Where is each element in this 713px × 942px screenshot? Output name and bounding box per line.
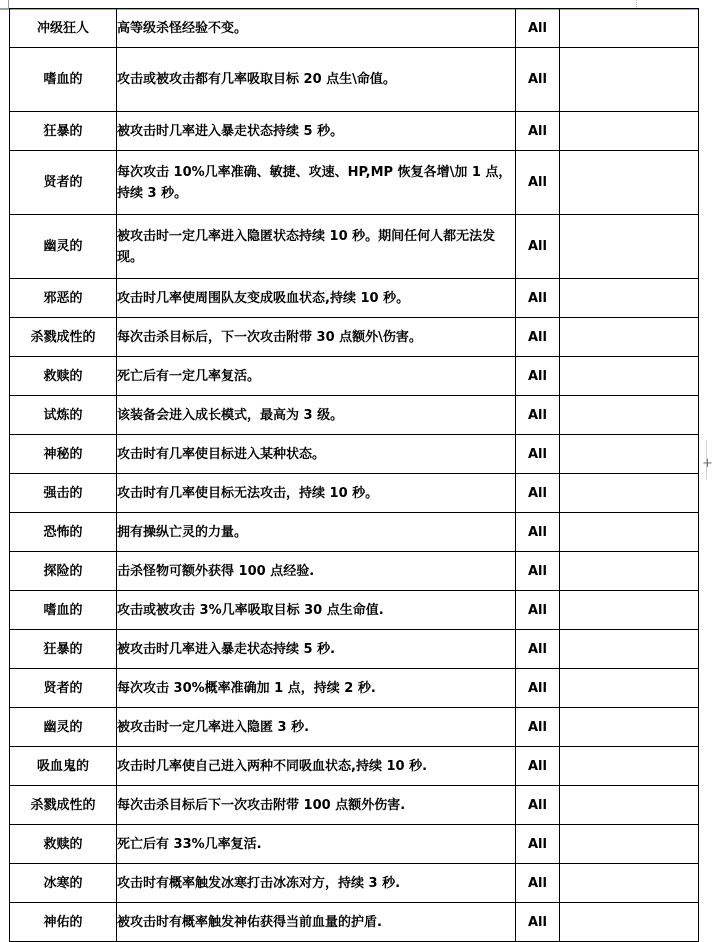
affix-name-cell: 狂暴的: [10, 630, 117, 669]
affix-class-cell: All: [516, 825, 560, 864]
affix-class-cell: All: [516, 513, 560, 552]
affix-description-cell: 攻击时有几率使目标无法攻击，持续 10 秒。: [117, 474, 516, 513]
affix-name-cell: 试炼的: [10, 396, 117, 435]
affix-name-cell: 杀戮成性的: [10, 786, 117, 825]
table-row: [10, 112, 699, 151]
affix-description-cell: 被攻击时一定几率进入隐匿 3 秒.: [117, 708, 516, 747]
affix-description-cell: 攻击或被攻击 3%几率吸取目标 30 点生命值.: [117, 591, 516, 630]
plus-icon[interactable]: +: [702, 456, 713, 471]
table-row: [10, 435, 699, 474]
affix-name-cell: 贤者的: [10, 669, 117, 708]
table-row: [10, 474, 699, 513]
empty-cell: [560, 279, 699, 318]
table-row: [10, 357, 699, 396]
page-corner-mark: [0, 0, 9, 9]
table-row: [10, 48, 699, 112]
empty-cell: [560, 903, 699, 942]
affix-class-cell: All: [516, 151, 560, 215]
affix-name-cell: 幽灵的: [10, 708, 117, 747]
affix-description-cell: 拥有操纵亡灵的力量。: [117, 513, 516, 552]
affix-name-cell: 神秘的: [10, 435, 117, 474]
affix-table: [9, 8, 699, 942]
table-row: [10, 513, 699, 552]
affix-class-cell: All: [516, 9, 560, 48]
empty-cell: [560, 591, 699, 630]
empty-cell: [560, 151, 699, 215]
affix-description-cell: 被攻击时有概率触发神佑获得当前血量的护盾.: [117, 903, 516, 942]
affix-description-cell: 该装备会进入成长模式，最高为 3 级。: [117, 396, 516, 435]
table-row: [10, 708, 699, 747]
affix-class-cell: All: [516, 357, 560, 396]
affix-description-cell: 每次击杀目标后下一次攻击附带 100 点额外伤害.: [117, 786, 516, 825]
affix-description-cell: 攻击时几率使周围队友变成吸血状态,持续 10 秒。: [117, 279, 516, 318]
empty-cell: [560, 630, 699, 669]
affix-name-cell: 冰寒的: [10, 864, 117, 903]
affix-description-cell: 击杀怪物可额外获得 100 点经验.: [117, 552, 516, 591]
empty-cell: [560, 708, 699, 747]
table-row: [10, 825, 699, 864]
table-row: [10, 786, 699, 825]
affix-class-cell: All: [516, 279, 560, 318]
table-row: [10, 669, 699, 708]
affix-description-cell: 攻击时有几率使目标进入某种状态。: [117, 435, 516, 474]
affix-description-cell: 攻击时有概率触发冰寒打击冰冻对方，持续 3 秒.: [117, 864, 516, 903]
empty-cell: [560, 669, 699, 708]
affix-description-cell: 死亡后有一定几率复活。: [117, 357, 516, 396]
affix-name-cell: 吸血鬼的: [10, 747, 117, 786]
affix-class-cell: All: [516, 474, 560, 513]
affix-description-cell: 每次攻击 30%概率准确加 1 点，持续 2 秒.: [117, 669, 516, 708]
table-row: [10, 215, 699, 279]
affix-description-cell: 每次击杀目标后，下一次攻击附带 30 点额外\伤害。: [117, 318, 516, 357]
affix-class-cell: All: [516, 48, 560, 112]
table-row: [10, 9, 699, 48]
affix-name-cell: 探险的: [10, 552, 117, 591]
empty-cell: [560, 215, 699, 279]
affix-description-cell: 被攻击时一定几率进入隐匿状态持续 10 秒。期间任何人都无法发现。: [117, 215, 516, 279]
affix-description-cell: 攻击或被攻击都有几率吸取目标 20 点生\命值。: [117, 48, 516, 112]
affix-class-cell: All: [516, 591, 560, 630]
affix-class-cell: All: [516, 708, 560, 747]
affix-description-cell: 被攻击时几率进入暴走状态持续 5 秒.: [117, 630, 516, 669]
table-row: [10, 630, 699, 669]
empty-cell: [560, 318, 699, 357]
empty-cell: [560, 396, 699, 435]
table-row: [10, 864, 699, 903]
table-row: [10, 591, 699, 630]
affix-class-cell: All: [516, 747, 560, 786]
empty-cell: [560, 435, 699, 474]
empty-cell: [560, 112, 699, 151]
affix-description-cell: 攻击时几率使自己进入两种不同吸血状态,持续 10 秒.: [117, 747, 516, 786]
affix-class-cell: All: [516, 864, 560, 903]
affix-name-cell: 冲级狂人: [10, 9, 117, 48]
affix-name-cell: 恐怖的: [10, 513, 117, 552]
table-row: [10, 903, 699, 942]
table-row: [10, 747, 699, 786]
affix-description-cell: 每次攻击 10%几率准确、敏捷、攻速、HP,MP 恢复各增\加 1 点，持续 3 秒。: [117, 151, 516, 215]
affix-class-cell: All: [516, 786, 560, 825]
empty-cell: [560, 864, 699, 903]
affix-description-cell: 被攻击时几率进入暴走状态持续 5 秒。: [117, 112, 516, 151]
affix-class-cell: All: [516, 112, 560, 151]
table-row: [10, 151, 699, 215]
affix-name-cell: 救赎的: [10, 357, 117, 396]
affix-name-cell: 强击的: [10, 474, 117, 513]
affix-name-cell: 嗜血的: [10, 591, 117, 630]
affix-table-body: [10, 9, 699, 942]
empty-cell: [560, 552, 699, 591]
affix-name-cell: 神佑的: [10, 903, 117, 942]
affix-description-cell: 高等级杀怪经验不变。: [117, 9, 516, 48]
empty-cell: [560, 786, 699, 825]
affix-name-cell: 杀戮成性的: [10, 318, 117, 357]
affix-class-cell: All: [516, 552, 560, 591]
empty-cell: [560, 825, 699, 864]
affix-class-cell: All: [516, 215, 560, 279]
affix-name-cell: 贤者的: [10, 151, 117, 215]
empty-cell: [560, 747, 699, 786]
affix-class-cell: All: [516, 435, 560, 474]
affix-name-cell: 邪恶的: [10, 279, 117, 318]
affix-class-cell: All: [516, 903, 560, 942]
table-row: [10, 279, 699, 318]
affix-name-cell: 狂暴的: [10, 112, 117, 151]
empty-cell: [560, 513, 699, 552]
affix-description-cell: 死亡后有 33%几率复活.: [117, 825, 516, 864]
empty-cell: [560, 9, 699, 48]
affix-name-cell: 嗜血的: [10, 48, 117, 112]
affix-class-cell: All: [516, 318, 560, 357]
affix-class-cell: All: [516, 396, 560, 435]
table-row: [10, 396, 699, 435]
empty-cell: [560, 357, 699, 396]
affix-class-cell: All: [516, 669, 560, 708]
empty-cell: [560, 474, 699, 513]
affix-name-cell: 幽灵的: [10, 215, 117, 279]
empty-cell: [560, 48, 699, 112]
table-row: [10, 552, 699, 591]
affix-name-cell: 救赎的: [10, 825, 117, 864]
table-row: [10, 318, 699, 357]
affix-class-cell: All: [516, 630, 560, 669]
